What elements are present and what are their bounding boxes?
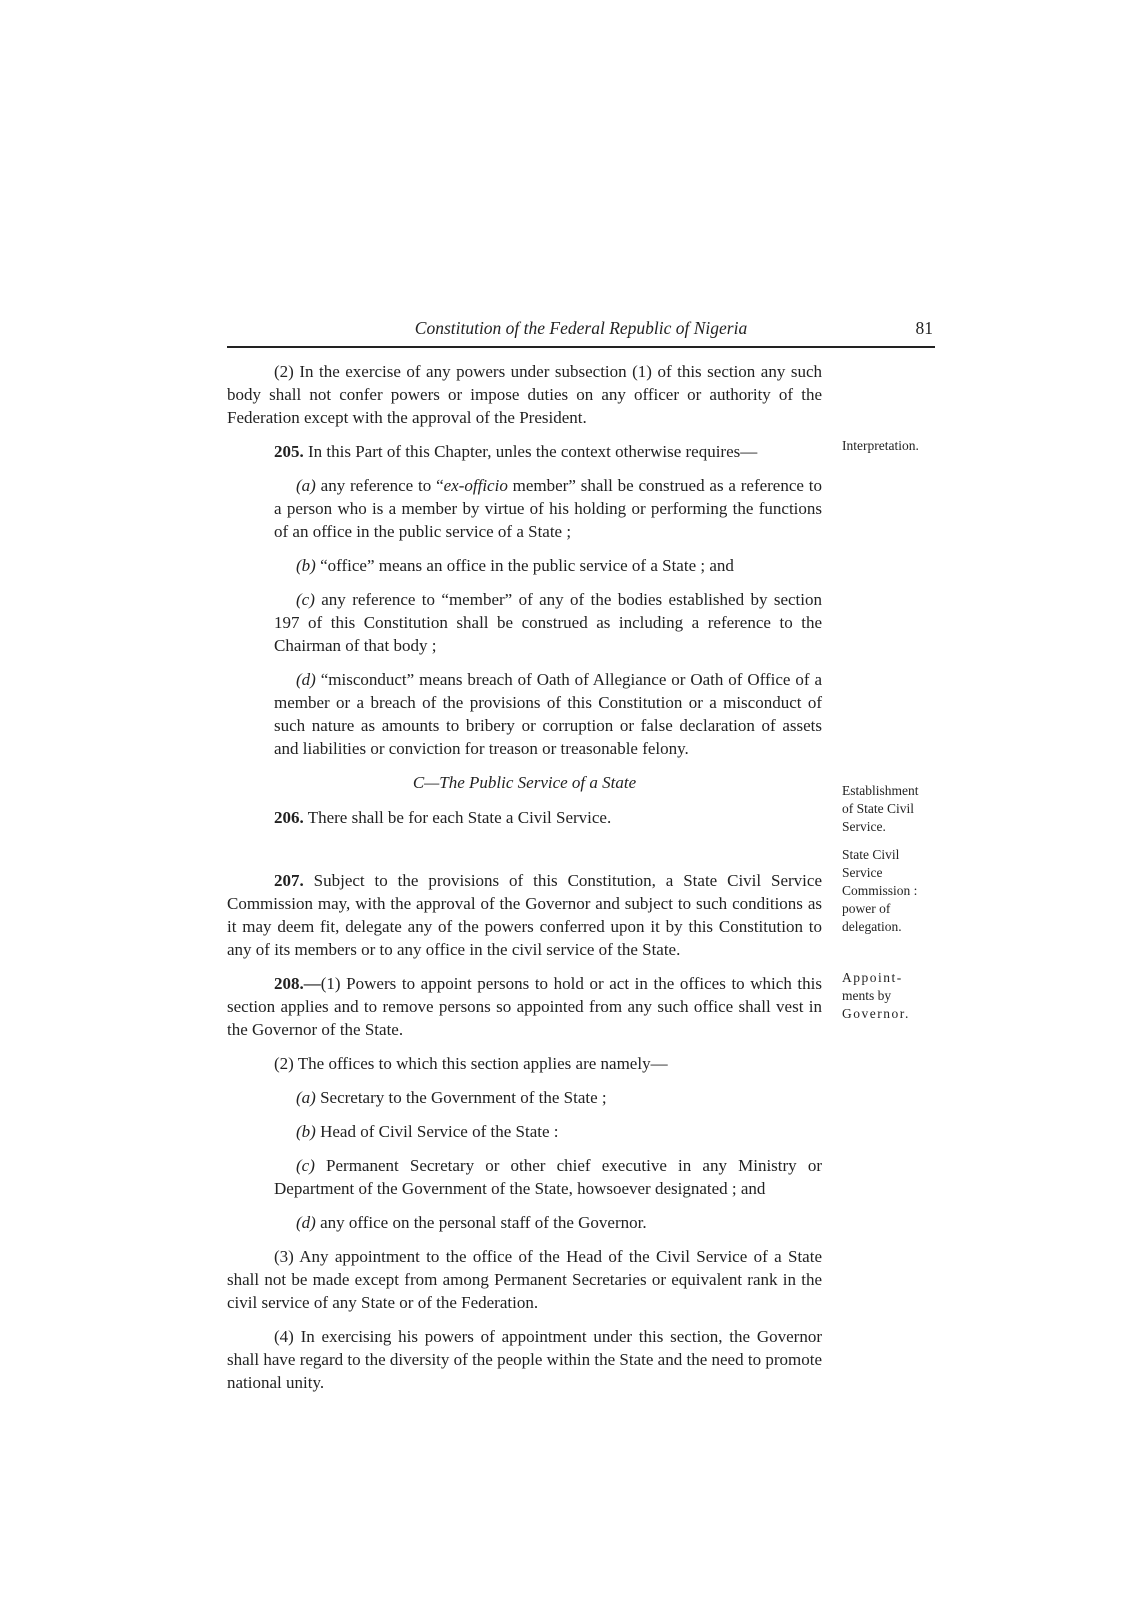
margin-note-line: Interpretation. (842, 438, 919, 453)
item-term: ex-officio (443, 476, 508, 495)
item-text: “office” means an office in the public service of a State ; and (315, 556, 734, 575)
item-label: (a) (296, 1088, 316, 1107)
margin-note-line: Commission : (842, 883, 918, 898)
section-208-2-d (227, 1211, 822, 1234)
header-title: Constitution of the Federal Republic of Nigeria (414, 318, 748, 338)
margin-note-line: power of (842, 901, 891, 916)
section-205 (227, 440, 822, 463)
section-208-4: (4) In exercising his powers of appointment under this section, the Governor shall have regard to the diversity of the people within the State and the need to promote national unity. (227, 1327, 822, 1392)
item-label: (a) (296, 476, 316, 495)
item-label: (b) (296, 556, 316, 575)
section-205-b (227, 554, 822, 577)
item-label: (c) (296, 590, 315, 609)
section-206 (227, 806, 822, 829)
section-208-2: (2) The offices to which this section applies are namely— (274, 1054, 668, 1073)
section-205-c (227, 588, 822, 657)
margin-note-establishment (842, 782, 942, 836)
margin-note-line: Service. (842, 819, 886, 834)
margin-note-line: Governor. (842, 1006, 910, 1021)
margin-note-line: ments by (842, 988, 892, 1003)
section-number: 206. (274, 808, 304, 827)
item-label: (d) (296, 1213, 316, 1232)
section-text: (1) Powers to appoint persons to hold or act in the offices to which this section applies and to remove persons so appointed from any such office shall vest in the Governor of the State. (227, 974, 822, 1039)
section-208-3: (3) Any appointment to the office of the Head of the Civil Service of a State shall not be made except from among Permanent Secretaries or equivalent rank in the civil service of any State or of the Federation. (227, 1247, 822, 1312)
item-label: (b) (296, 1122, 316, 1141)
item-text: member” shall be construed as a reference to a person who is a member by virtue of his holding or performing the functions of an office in the public service of a State ; (274, 476, 822, 541)
section-208-2-a (227, 1086, 822, 1109)
section-number: 208.— (274, 974, 321, 993)
section-number: 205. (274, 442, 304, 461)
item-text: any office on the personal staff of the Governor. (315, 1213, 647, 1232)
section-text: Subject to the provisions of this Constitution, a State Civil Service Commission may, with the approval of the Governor and subject to such conditions as it may deem fit, delegate any of the powers conferred upon it by this Constitution to any of its members or to any office in the civil service of the State. (227, 871, 822, 959)
section-text: In this Part of this Chapter, unles the context otherwise requires— (303, 442, 758, 461)
section-number: 207. (274, 871, 304, 890)
section-208-2-c (227, 1154, 822, 1200)
body-text (227, 360, 822, 1405)
section-text: There shall be for each State a Civil Service. (303, 808, 612, 827)
item-text: Permanent Secretary or other chief executive in any Ministry or Department of the Government of the State, howsoever designated ; and (274, 1156, 822, 1198)
margin-note-line: State Civil (842, 847, 900, 862)
item-text: Head of Civil Service of the State : (315, 1122, 559, 1141)
margin-note-delegation (842, 846, 942, 936)
section-208-2-b (227, 1120, 822, 1143)
margin-note-line: Appoint- (842, 970, 903, 985)
part-heading: C—The Public Service of a State (412, 773, 637, 792)
page-number: 81 (915, 318, 933, 338)
item-text: “misconduct” means breach of Oath of Allegiance or Oath of Office of a member or a breach of the provisions of this Constitution or a misconduct of such nature as amounts to bribery or corruption or false declaration of assets and liabilities or conviction for treason or treasonable felony. (274, 670, 822, 758)
margin-note-line: Service (842, 865, 883, 880)
item-text: any reference to “ (315, 476, 444, 495)
section-205-d (227, 668, 822, 760)
running-header (227, 310, 935, 348)
margin-note-line: Establishment (842, 783, 919, 798)
margin-note-line: delegation. (842, 919, 902, 934)
margin-note-line: of State Civil (842, 801, 914, 816)
margin-note-interpretation (842, 437, 942, 455)
paragraph-204-2: (2) In the exercise of any powers under subsection (1) of this section any such body shall not confer powers or impose duties on any officer or authority of the Federation except with the approval of the President. (227, 362, 822, 427)
item-text: any reference to “member” of any of the bodies established by section 197 of this Constitution shall be construed as including a reference to the Chairman of that body ; (274, 590, 822, 655)
item-text: Secretary to the Government of the State ; (315, 1088, 607, 1107)
section-207 (227, 869, 822, 961)
margin-note-appointments (842, 969, 942, 1023)
item-label: (c) (296, 1156, 315, 1175)
item-label: (d) (296, 670, 316, 689)
section-208 (227, 972, 822, 1041)
section-205-a (227, 474, 822, 543)
